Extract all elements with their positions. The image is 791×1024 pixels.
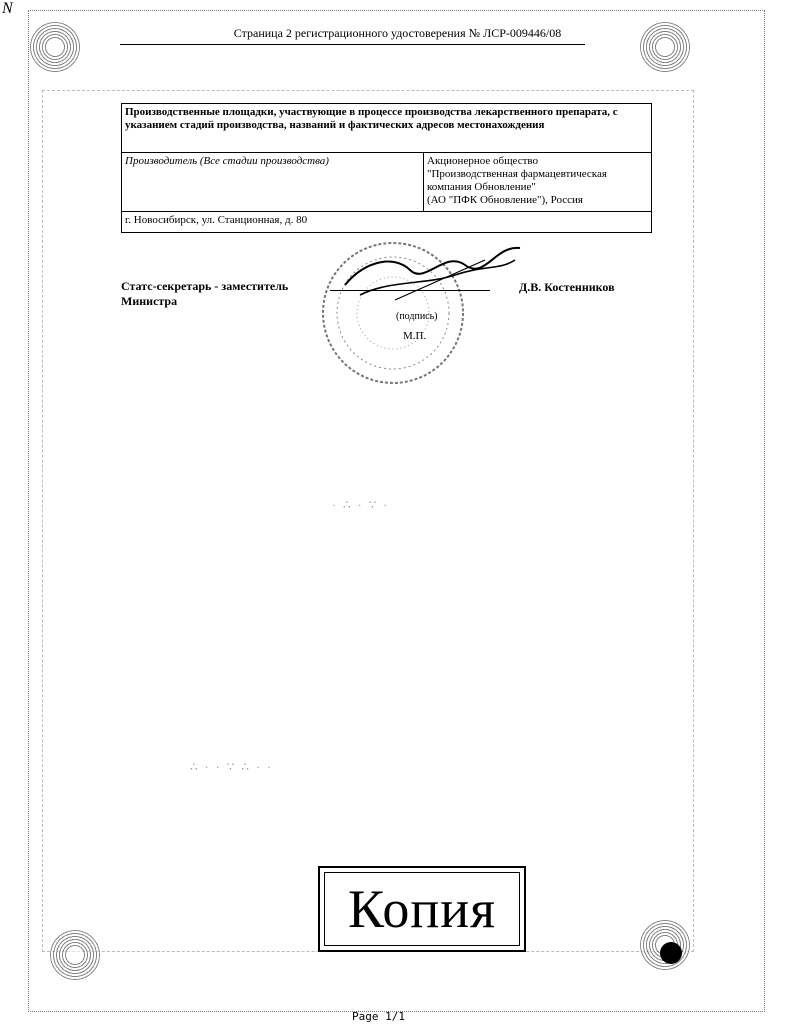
- table-address-row: [122, 212, 652, 233]
- corner-ornament-bottom-left: [50, 930, 100, 980]
- signer-name: Д.В. Костенников: [519, 280, 615, 294]
- page-number: Page 1/1: [352, 1010, 405, 1023]
- corner-ornament-top-right: [640, 22, 690, 72]
- table-row: [122, 153, 652, 212]
- production-sites-table: [121, 103, 652, 233]
- scan-noise: · ∴ · ∵ ·: [332, 498, 390, 512]
- manufacturer-role: Производитель (Все стадии производства): [122, 153, 424, 212]
- copy-stamp-text: Копия: [348, 879, 496, 939]
- org-line: "Производственная фармацевтическая компания Обновление": [427, 168, 607, 193]
- copy-stamp: [318, 866, 526, 952]
- table-heading: Производственные площадки, участвующие в процессе производства лекарственного препарата, с указанием стадий производства, названий и фактических адресов местонахождения: [122, 104, 652, 153]
- handwritten-signature: [335, 240, 525, 310]
- copy-stamp-frame: [324, 872, 520, 946]
- signature-caption: (подпись): [396, 311, 438, 322]
- dot-mark: [660, 942, 682, 964]
- corner-handwritten-mark: N: [2, 0, 13, 17]
- scan-noise: ∴ · · ∵ ∴ · ·: [190, 760, 273, 774]
- signer-position-line: Статс-секретарь - заместитель: [121, 279, 289, 293]
- signature-line: [330, 290, 490, 291]
- page-header: Страница 2 регистрационного удостоверения № ЛСР-009446/08: [233, 26, 562, 40]
- manufacturer-organization: [424, 153, 652, 212]
- org-line: Акционерное общество: [427, 155, 539, 167]
- signer-position: [121, 279, 321, 309]
- seal-caption: М.П.: [403, 330, 427, 342]
- site-address: г. Новосибирск, ул. Станционная, д. 80: [122, 212, 652, 233]
- corner-ornament-top-left: [30, 22, 80, 72]
- signer-position-line: Министра: [121, 294, 178, 308]
- table-heading-row: [122, 104, 652, 153]
- org-line: (АО "ПФК Обновление"), Россия: [427, 194, 583, 206]
- header-underline: [120, 44, 585, 45]
